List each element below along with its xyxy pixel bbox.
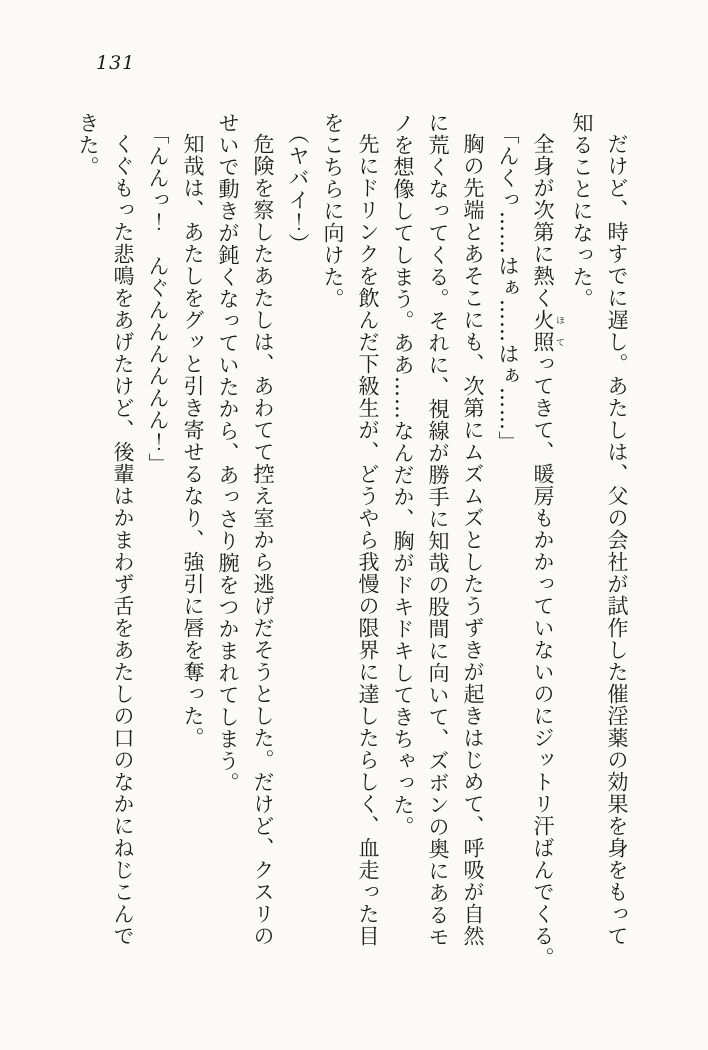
text-line: 知哉は、あたしをグッと引き寄せるなり、強引に唇を奪った。 — [181, 133, 205, 749]
text-line: 危険を察したあたしは、あわてて控え室から逃げだそうとした。だけど、クスリの — [251, 133, 275, 947]
text-line: をこちらに向けた。 — [321, 112, 345, 310]
text-line: に荒くなってくる。それに、視線が勝手に知哉の股間に向いて、ズボンの奥にあるモ — [426, 112, 450, 948]
text-line: 「んくっ……はぁ……はぁ……」 — [496, 122, 520, 453]
text-line: 「んんっ！ んぐんんんんんん！」 — [146, 122, 170, 475]
text-line: 先にドリンクを飲んだ下級生が、どうやら我慢の限界に達したらしく、血走った目 — [356, 133, 380, 947]
text-line: 知ることになった。 — [570, 112, 594, 310]
text-line: （ヤバイ！） — [286, 122, 310, 255]
page-number: 131 — [96, 52, 136, 74]
text-line: 全身が次第に熱く火 ほ照 てってきて、暖房もかかっていないのにジットリ汗ばんでくる。 — [531, 133, 564, 969]
text-block — [70, 112, 634, 984]
text-line: せいで動きが鈍くなっていたから、あっさり腕をつかまれてしまう。 — [216, 112, 240, 794]
text-line: 胸の先端とあそこにも、次第にムズムズとしたうずきが起きはじめて、呼吸が自然 — [461, 133, 485, 947]
text-line: きた。 — [76, 112, 100, 178]
text-line: だけど、時すでに遅し。あたしは、父の会社が試作した催淫薬の効果を身をもって — [605, 133, 629, 947]
text-line: くぐもった悲鳴をあげたけど、後輩はかまわず舌をあたしの口のなかにねじこんで — [111, 133, 135, 947]
furigana-ruby: 火 ほ照 て — [531, 309, 564, 353]
text-line: ノを想像してしまう。ああ……なんだか、胸がドキドキしてきちゃった。 — [391, 112, 415, 838]
